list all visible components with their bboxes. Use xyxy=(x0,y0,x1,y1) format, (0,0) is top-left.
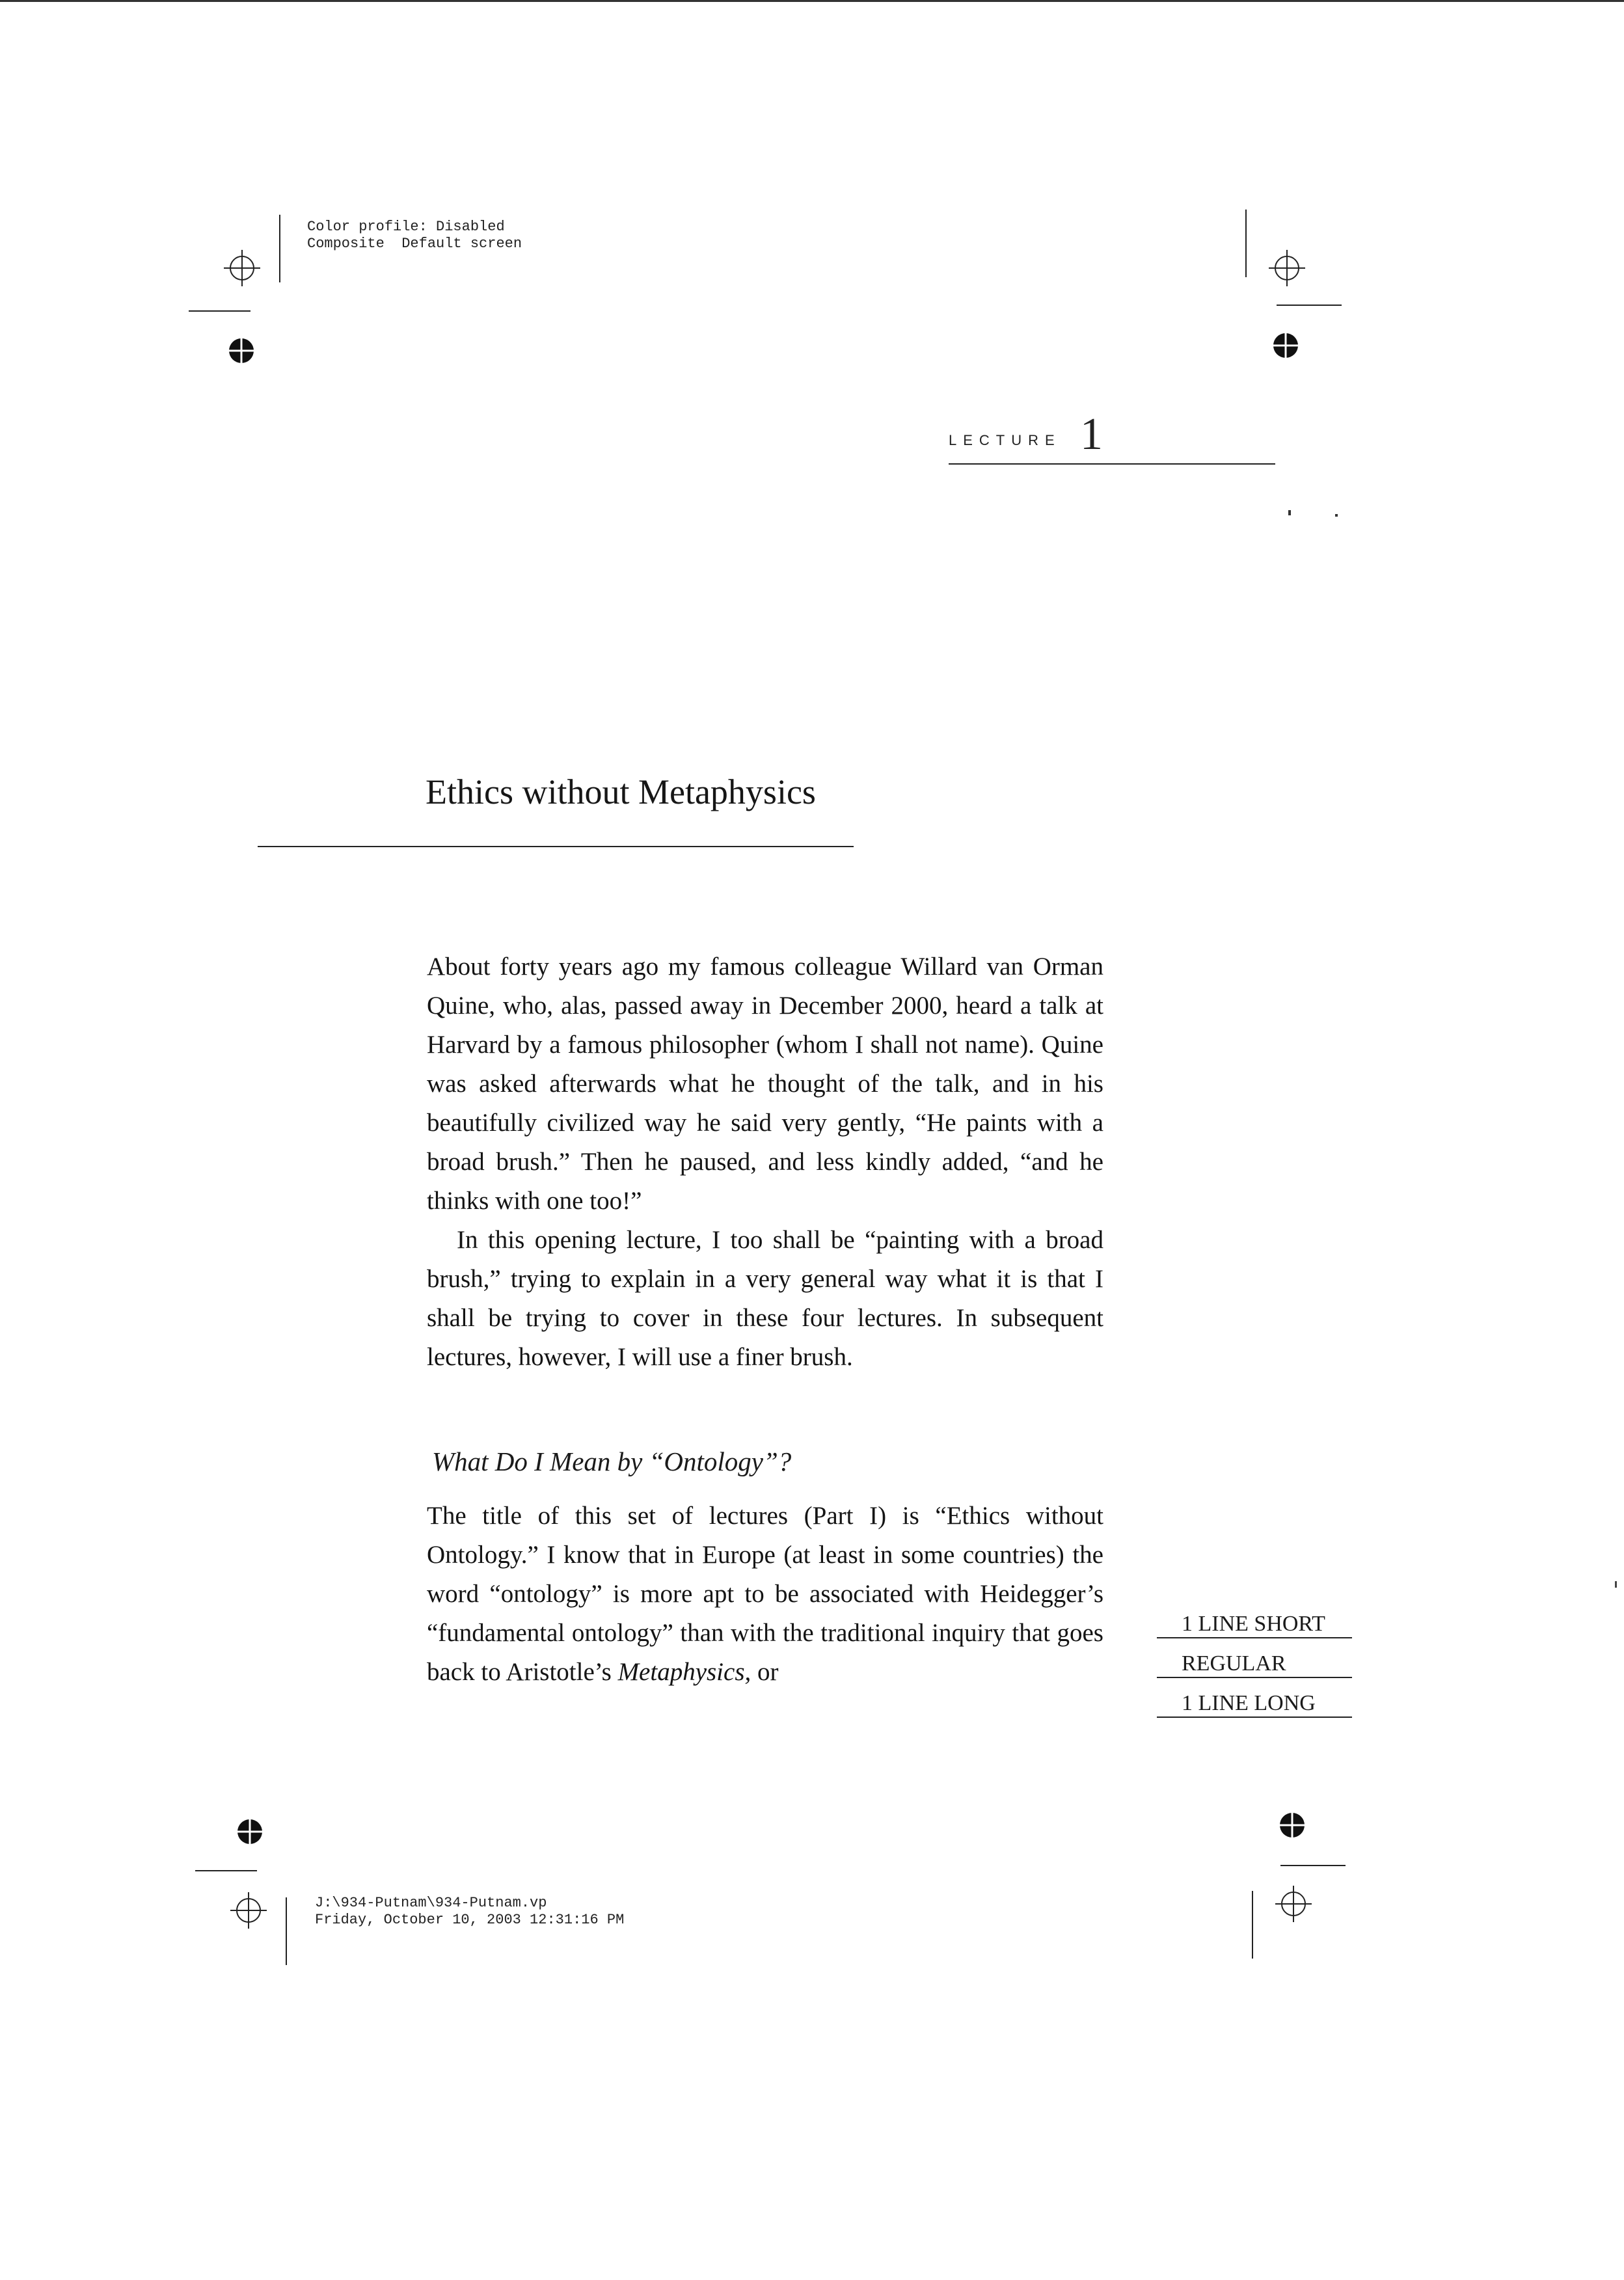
margin-note-long xyxy=(1157,1690,1352,1717)
solid-registration-mark-top-left xyxy=(228,337,255,364)
margin-note-label: 1 LINE SHORT xyxy=(1182,1612,1325,1636)
margin-note-short xyxy=(1157,1611,1352,1637)
paragraph: In this opening lecture, I too shall be “painting with a broad brush,” trying to explain in a very general way what it is that I shall be trying to cover in these four lectures. In subsequent lectures, however, I will use a finer brush. xyxy=(427,1226,1103,1371)
solid-registration-mark-top-right xyxy=(1272,332,1299,359)
solid-registration-mark-bottom-left xyxy=(236,1818,264,1845)
filled-target-icon xyxy=(1279,1812,1306,1839)
paragraph: About forty years ago my famous colleague Willard van Orman Quine, who, alas, passed away in December 2000, heard a talk at Harvard by a famous philosopher (whom I shall not name). Quine was asked afterwards what he thought of the talk, and in his beautifully civilized way he said very gently, “He paints with a broad brush.” Then he paused, and less kindly added, “and he thinks with one too!” xyxy=(427,953,1103,1215)
scan-speck xyxy=(1288,510,1291,515)
lecture-underline xyxy=(949,463,1275,465)
lecture-label: LECTURE xyxy=(949,432,1061,448)
file-path-slug: J:\934-Putnam\934-Putnam.vp xyxy=(315,1895,547,1911)
scan-speck xyxy=(1335,514,1338,517)
paragraph-text: or xyxy=(751,1658,779,1686)
composite-slug: Composite Default screen xyxy=(307,236,522,252)
crop-mark-horizontal xyxy=(195,1870,257,1871)
registration-mark-top-left xyxy=(221,247,263,289)
crop-mark-vertical xyxy=(279,215,280,282)
filled-target-icon xyxy=(228,337,255,364)
paragraph xyxy=(427,1497,1103,1692)
solid-registration-mark-bottom-right xyxy=(1279,1812,1306,1839)
crosshair-icon xyxy=(221,247,263,289)
lecture-number: 1 xyxy=(1080,409,1103,459)
registration-mark-top-right xyxy=(1266,247,1308,289)
crop-mark-horizontal xyxy=(1277,305,1342,306)
color-profile-slug: Color profile: Disabled xyxy=(307,219,505,235)
margin-note-label: 1 LINE LONG xyxy=(1182,1691,1316,1715)
paragraph-text: The title of this set of lectures (Part I) is “Ethics without Ontology.” I know that in Europe (at least in some countries) the word “ontology” is more apt to be associated with Heidegger’s “fundamental ontology” than with the traditional inquiry that goes back to Aristotle’s xyxy=(427,1502,1103,1686)
body-text-block xyxy=(427,947,1103,1377)
crosshair-icon xyxy=(228,1890,269,1931)
timestamp-slug: Friday, October 10, 2003 12:31:16 PM xyxy=(315,1912,625,1928)
registration-mark-bottom-left xyxy=(228,1890,269,1931)
filled-target-icon xyxy=(236,1818,264,1845)
margin-note-regular xyxy=(1157,1651,1352,1677)
crosshair-icon xyxy=(1266,247,1308,289)
section-subheading: What Do I Mean by “Ontology”? xyxy=(432,1446,792,1476)
title-underline xyxy=(258,846,854,847)
chapter-title: Ethics without Metaphysics xyxy=(426,772,816,811)
crop-mark-vertical xyxy=(286,1897,287,1965)
crop-mark-vertical xyxy=(1245,210,1247,277)
margin-note-label: REGULAR xyxy=(1182,1651,1286,1676)
crop-mark-horizontal xyxy=(189,310,250,312)
top-edge-line xyxy=(0,0,1624,2)
crosshair-icon xyxy=(1273,1883,1314,1925)
body-text-block xyxy=(427,1497,1103,1692)
crop-mark-horizontal xyxy=(1280,1865,1346,1866)
scan-speck xyxy=(1615,1581,1617,1588)
registration-mark-bottom-right xyxy=(1273,1883,1314,1925)
filled-target-icon xyxy=(1272,332,1299,359)
crop-mark-vertical xyxy=(1252,1891,1253,1959)
italic-book-title: Metaphysics, xyxy=(617,1658,751,1686)
